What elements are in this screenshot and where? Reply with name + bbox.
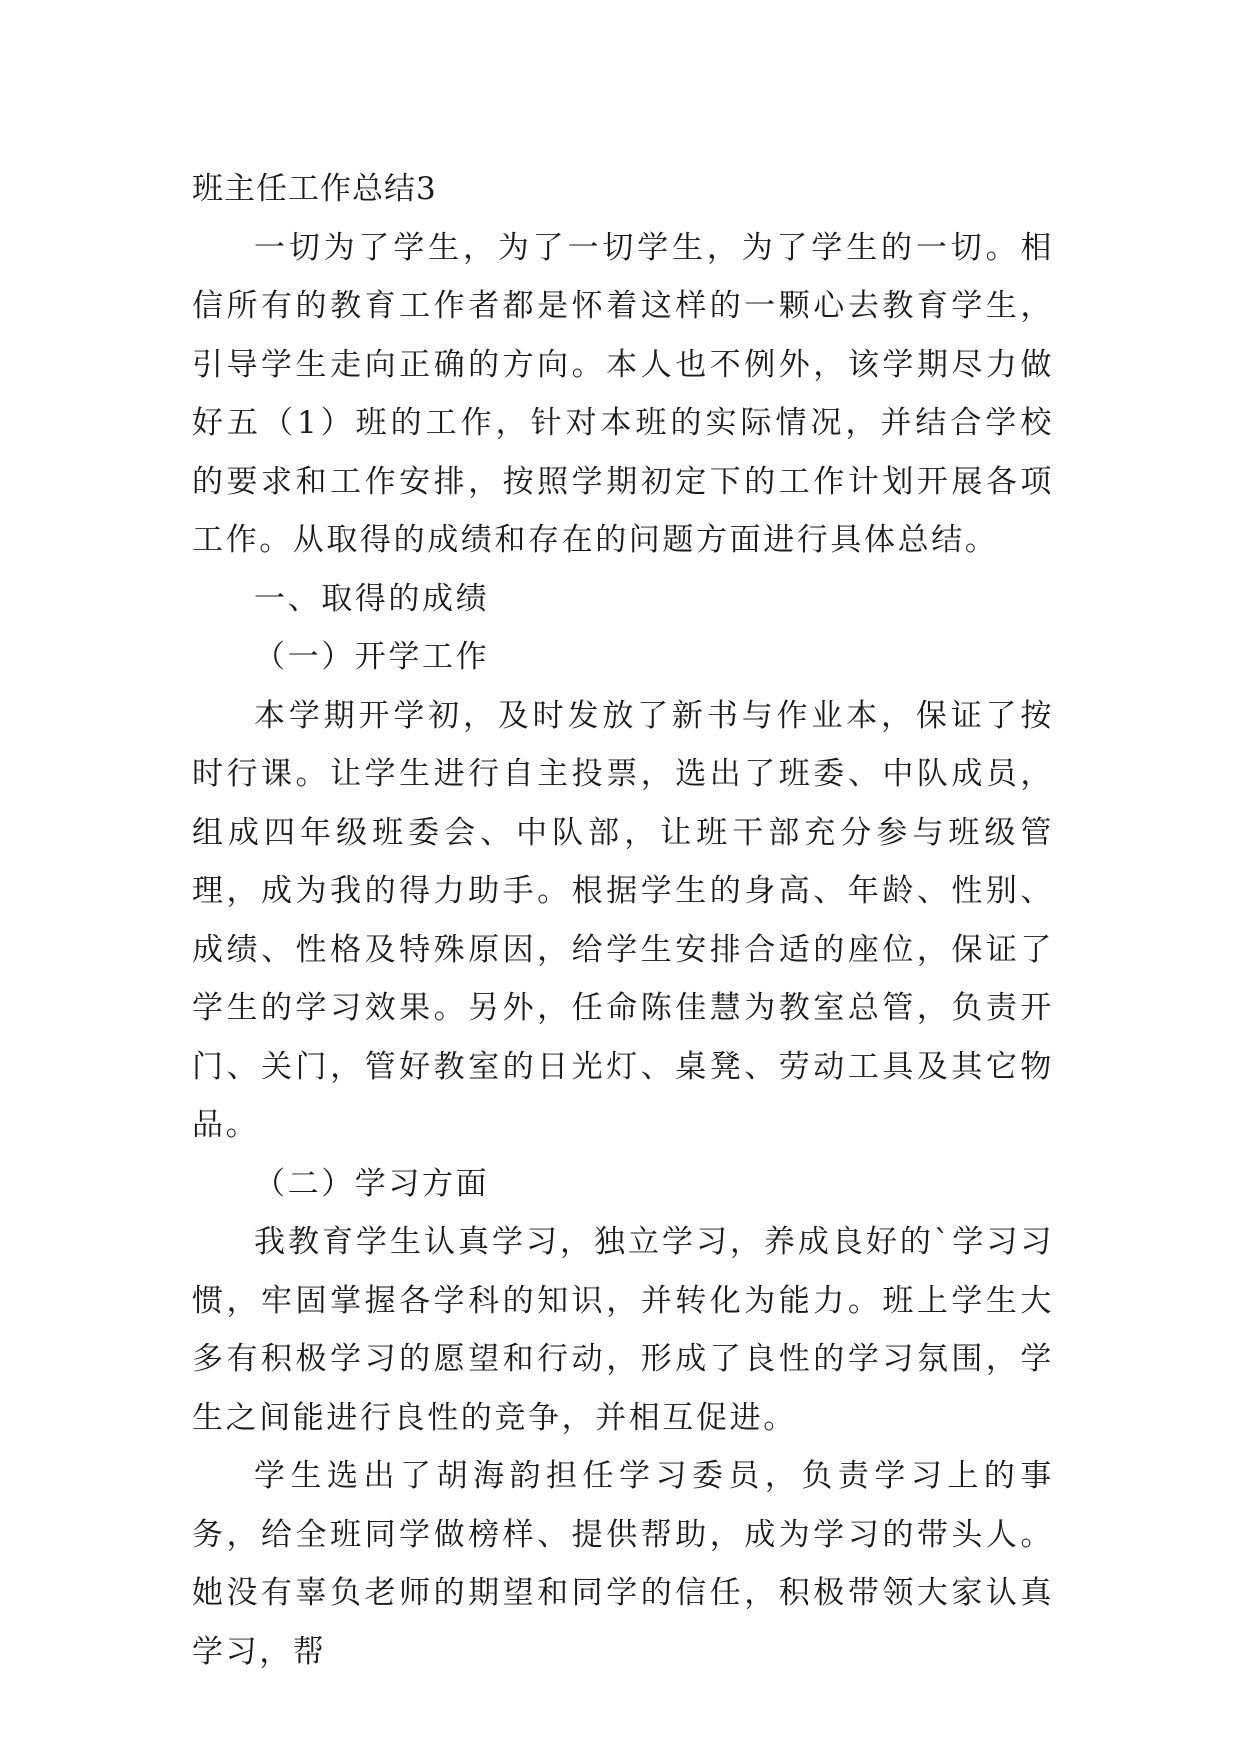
- document-title: 班主任工作总结3: [192, 171, 437, 207]
- subsection-heading-study: （二）学习方面: [254, 1165, 490, 1202]
- paragraph-study: 我教育学生认真学习，独立学习，养成良好的`学习习惯，牢固掌握各学科的知识，并转化为能力。班上学生大多有积极学习的愿望和行动，形成了良性的学习氛围，学生之间能进行良性的竞争，并相互促进。: [192, 1224, 1054, 1436]
- section-heading-achievements: 一、取得的成绩: [254, 580, 490, 617]
- paragraph-school-start: 本学期开学初，及时发放了新书与作业本，保证了按时行课。让学生进行自主投票，选出了班委、中队成员，组成四年级班委会、中队部，让班干部充分参与班级管理，成为我的得力助手。根据学生的身高、年龄、性别、成绩、性格及特殊原因，给学生安排合适的座位，保证了学生的学习效果。另外，任命陈佳慧为教室总管，负责开门、关门，管好教室的日光灯、桌凳、劳动工具及其它物品。: [192, 697, 1054, 1143]
- document-body: [192, 160, 1054, 1681]
- subsection-heading-school-start: （一）开学工作: [254, 639, 490, 675]
- paragraph-intro: 一切为了学生，为了一切学生，为了学生的一切。相信所有的教育工作者都是怀着这样的一颗心去教育学生，引导学生走向正确的方向。本人也不例外，该学期尽力做好五（1）班的工作，针对本班的实际情况，并结合学校的要求和工作安排，按照学期初定下的工作计划开展各项工作。从取得的成绩和存在的问题方面进行具体总结。: [192, 229, 1054, 558]
- paragraph-study-committee: 学生选出了胡海韵担任学习委员，负责学习上的事务，给全班同学做榜样、提供帮助，成为学习的带头人。她没有辜负老师的期望和同学的信任，积极带领大家认真学习，帮: [192, 1458, 1054, 1670]
